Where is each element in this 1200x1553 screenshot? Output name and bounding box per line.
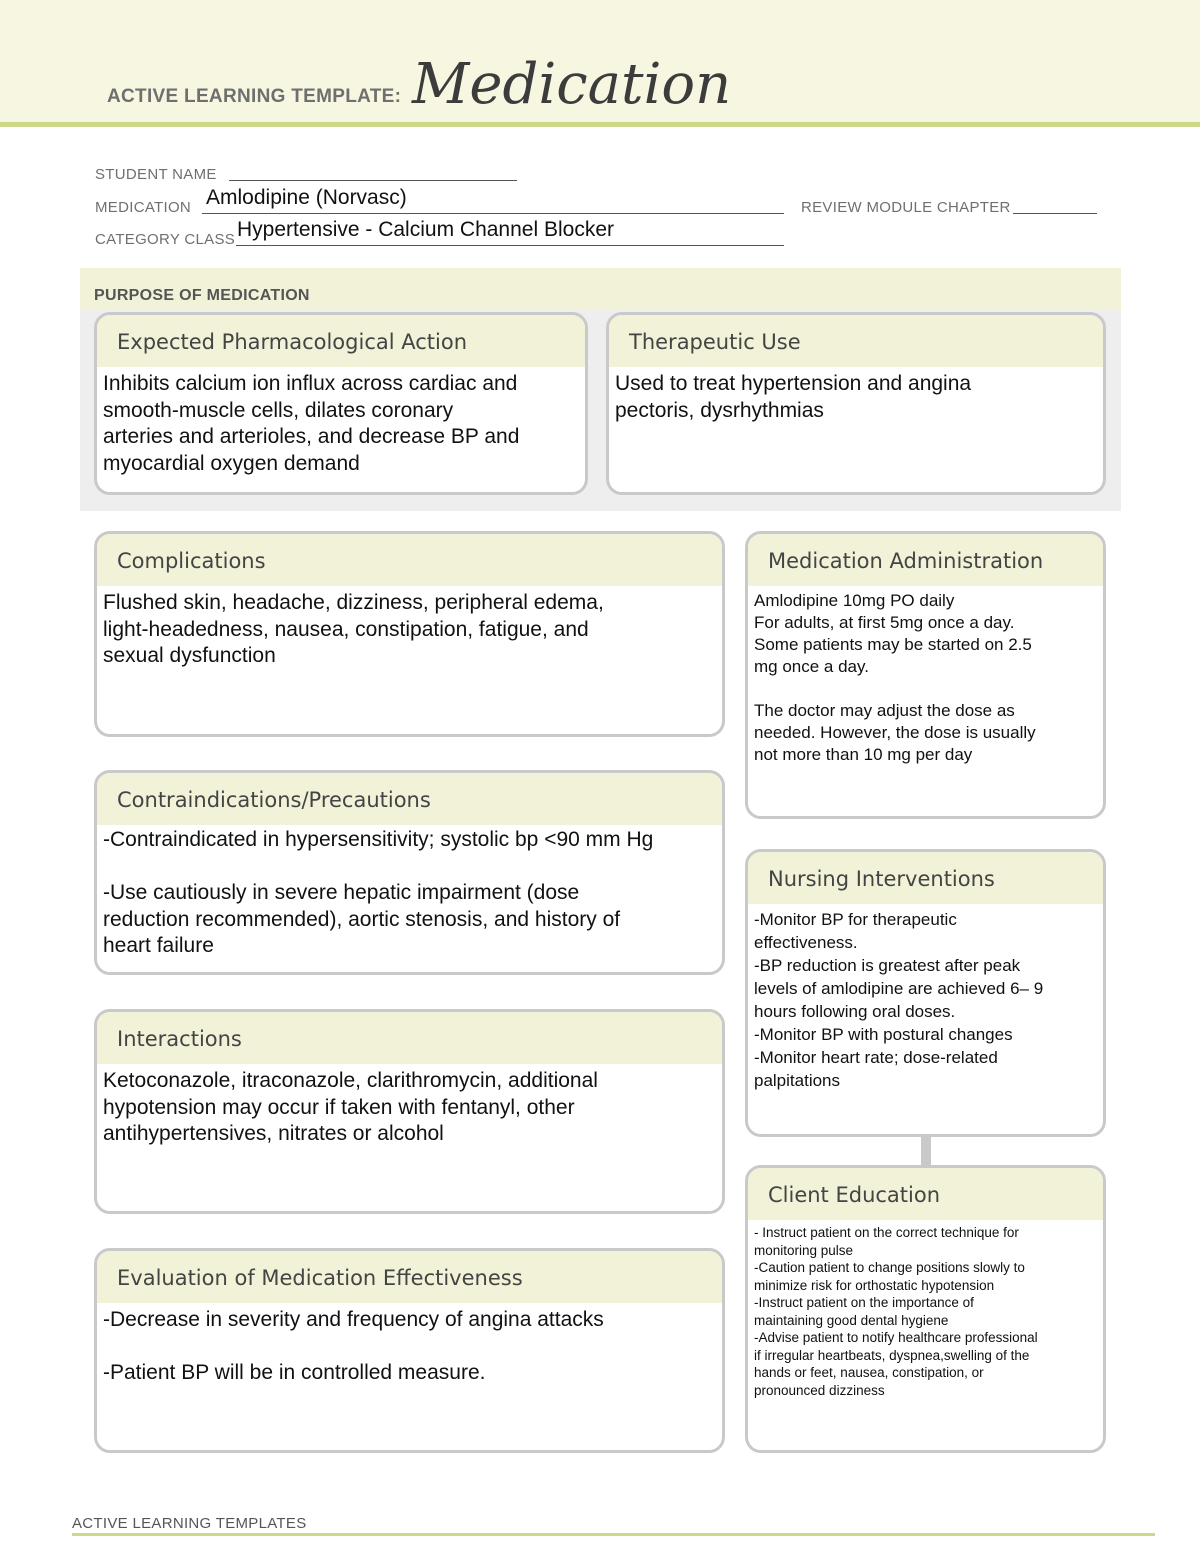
category-class-label: CATEGORY CLASS	[95, 231, 236, 248]
interactions-body[interactable]: Ketoconazole, itraconazole, clarithromycin, additional hypotension may occur if taken with fentanyl, other antihypertensives, nitrates or alcohol	[103, 1069, 598, 1145]
therapeutic-use-body[interactable]: Used to treat hypertension and angina pectoris, dysrhythmias	[615, 372, 972, 422]
category-class-value[interactable]: Hypertensive - Calcium Channel Blocker	[237, 218, 614, 241]
connector-bar	[921, 1134, 931, 1166]
contraindications-box	[94, 770, 725, 975]
evaluation-box	[94, 1248, 725, 1453]
education-title: Client Education	[748, 1168, 1103, 1220]
contraindications-body[interactable]: -Contraindicated in hypersensitivity; systolic bp <90 mm Hg -Use cautiously in severe hepatic impairment (dose reduction recommended), aortic stenosis, and history of heart failure	[103, 828, 654, 957]
therapeutic-use-title: Therapeutic Use	[609, 315, 1103, 367]
administration-box	[745, 531, 1106, 819]
purpose-label: PURPOSE OF MEDICATION	[94, 287, 310, 304]
footer-rule	[72, 1533, 1155, 1536]
category-class-line[interactable]	[236, 245, 784, 246]
education-box	[745, 1165, 1106, 1453]
medication-line[interactable]	[202, 213, 784, 214]
review-module-line[interactable]	[1013, 213, 1097, 214]
interactions-title: Interactions	[97, 1012, 722, 1064]
nursing-title: Nursing Interventions	[748, 852, 1103, 904]
interactions-box	[94, 1009, 725, 1214]
therapeutic-use-box	[606, 312, 1106, 495]
medication-label: MEDICATION	[95, 199, 192, 216]
footer-label: ACTIVE LEARNING TEMPLATES	[72, 1515, 307, 1532]
medication-value[interactable]: Amlodipine (Norvasc)	[206, 186, 407, 209]
student-name-line[interactable]	[229, 180, 517, 181]
expected-action-title: Expected Pharmacological Action	[97, 315, 585, 367]
complications-box	[94, 531, 725, 737]
page-title: Medication	[412, 52, 732, 117]
template-label: ACTIVE LEARNING TEMPLATE:	[107, 86, 402, 107]
evaluation-body[interactable]: -Decrease in severity and frequency of angina attacks -Patient BP will be in controlled measure.	[103, 1308, 604, 1384]
contraindications-title: Contraindications/Precautions	[97, 773, 722, 825]
review-module-label: REVIEW MODULE CHAPTER	[801, 199, 1011, 216]
education-body[interactable]: - Instruct patient on the correct technique for monitoring pulse -Caution patient to change positions slowly to minimize risk for orthostatic hypotension -Instruct patient on the importance of maintaining good dental hygiene -Advise patient to notify healthcare professional if irregular heartbeats, dyspnea,swelling of the hands or feet, nausea, constipation, or pronounced dizziness	[754, 1225, 1038, 1398]
complications-body[interactable]: Flushed skin, headache, dizziness, peripheral edema, light-headedness, nausea, constipation, fatigue, and sexual dysfunction	[103, 591, 604, 667]
header-rule	[0, 122, 1200, 127]
evaluation-title: Evaluation of Medication Effectiveness	[97, 1251, 722, 1303]
student-name-label: STUDENT NAME	[95, 166, 217, 183]
administration-body[interactable]: Amlodipine 10mg PO daily For adults, at first 5mg once a day. Some patients may be started on 2.5 mg once a day. The doctor may adjust the dose as needed. However, the dose is usually not more than 10 mg per day	[754, 591, 1036, 764]
complications-title: Complications	[97, 534, 722, 586]
expected-action-box	[94, 312, 588, 495]
administration-title: Medication Administration	[748, 534, 1103, 586]
expected-action-body[interactable]: Inhibits calcium ion influx across cardiac and smooth-muscle cells, dilates coronary arteries and arterioles, and decrease BP and myocardial oxygen demand	[103, 372, 520, 475]
nursing-box	[745, 849, 1106, 1137]
nursing-body[interactable]: -Monitor BP for therapeutic effectiveness. -BP reduction is greatest after peak levels of amlodipine are achieved 6– 9 hours following oral doses. -Monitor BP with postural changes -Monitor heart rate; dose-related palpitations	[754, 910, 1044, 1090]
